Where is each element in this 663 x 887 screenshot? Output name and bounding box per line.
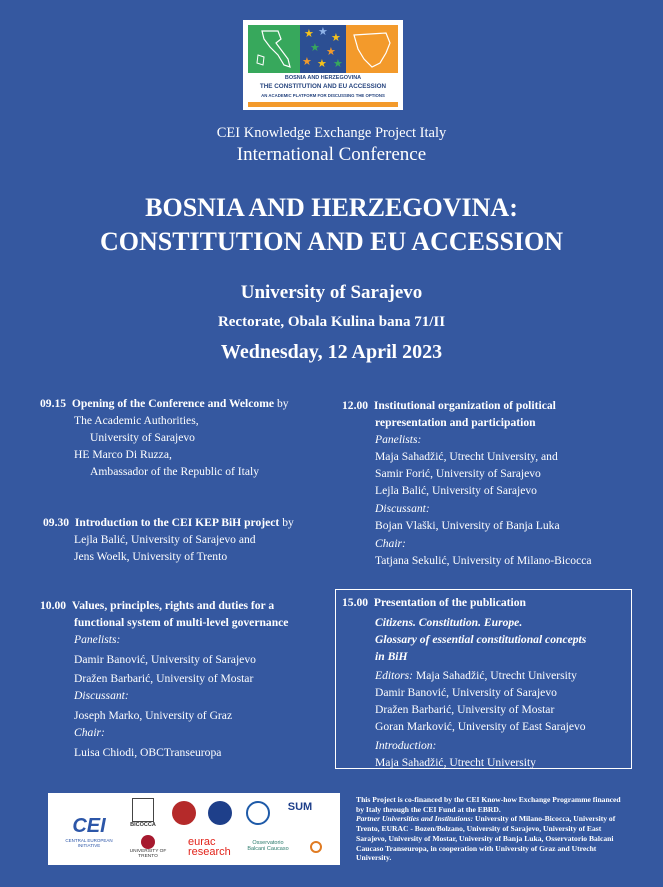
speaker-line: Dražen Barbarić, University of Mostar [74,672,254,685]
italy-map-panel [248,25,300,73]
funding-statement: This Project is co-financed by the CEI Know-how Exchange Programme financed by Italy through the CEI Fund at the EBRD. [356,795,621,814]
speaker-line: Maja Sahadžić, Utrecht University, and [375,450,558,463]
chair-label: Chair: [74,726,105,739]
publication-title: in BiH [375,650,408,663]
project-name: CEI Knowledge Exchange Project Italy [216,125,447,141]
star-icon: ★ [331,32,341,44]
session-title: Institutional organization of political [373,399,556,412]
speaker-line: HE Marco Di Ruzza, [74,448,172,461]
speaker-line: Damir Banović, University of Sarajevo [375,686,557,699]
session-title: Introduction to the CEI KEP BiH project [74,516,280,529]
editors-label: Editors: [375,669,414,682]
speaker-line: Dražen Barbarić, University of Mostar [375,703,555,716]
session-title: Presentation of the publication [373,596,527,609]
bicocca-logo: BICOCCA [128,798,158,828]
introduction-label: Introduction: [375,739,437,752]
session-time: 09.30 [43,516,70,529]
obc-logo: Osservatorio Balcani Caucaso [247,840,289,852]
title-line-1: BOSNIA AND HERZEGOVINA: [145,193,518,222]
speaker-line: Maja Sahadžić, Utrecht University [415,669,577,682]
speaker-line: Maja Sahadžić, Utrecht University [375,756,536,769]
panelists-label: Panelists: [74,633,121,646]
italy-map-icon [248,25,300,73]
speaker-line: University of Sarajevo [90,431,195,444]
session-1500-box [335,589,632,769]
session-1200 [342,397,642,569]
star-icon: ★ [317,58,327,70]
star-icon: ★ [326,46,336,58]
chair-label: Chair: [375,537,406,550]
logo-accent-bar [248,102,398,107]
logo-line-2: THE CONSTITUTION AND EU ACCESSION [259,83,387,90]
speaker-line: The Academic Authorities, [74,414,199,427]
speaker-line: Joseph Marko, University of Graz [74,709,233,722]
eurac-logo: eurac research [188,836,231,858]
seal-icon [246,801,270,825]
star-icon: ★ [302,56,312,68]
seal-icon [141,835,155,849]
session-title: Opening of the Conference and Welcome [71,397,275,410]
sarajevo-logo [170,801,198,825]
session-time: 15.00 [342,596,369,609]
address: Rectorate, Obala Kulina bana 71/II [217,314,446,330]
panelists-label: Panelists: [375,433,422,446]
by-label: by [282,516,294,529]
bih-map-panel [346,25,398,73]
stars-panel [300,25,346,73]
speaker-line: Lejla Balić, University of Sarajevo [375,484,537,497]
publication-title: Glossary of essential constitutional concepts [375,633,587,646]
event-type: International Conference [236,144,427,165]
speaker-line: Luisa Chiodi, OBCTranseuropa [74,746,222,759]
star-icon: ★ [310,42,320,54]
partners-list: University of Milano-Bicocca, University of Trento, EURAC - Bozen/Bolzano, University of Sarajevo, University of East Sarajevo, University of Mostar, University of Banja Luka, Osservatorio Balcani Caucaso Transeuropa, in cooperation with University of Graz and Utrecht University. [356,814,616,863]
session-1000 [40,597,335,761]
sum-logo: SUM [287,801,313,813]
title-line-2: CONSTITUTION AND EU ACCESSION [99,227,564,256]
discussant-label: Discussant: [74,689,129,702]
speaker-line: Ambassador of the Republic of Italy [90,465,260,478]
session-title: representation and participation [375,416,536,429]
star-icon: ★ [318,26,328,38]
trento-logo: UNIVERSITY OF TRENTO [128,835,168,859]
circle-icon [310,841,322,853]
speaker-line: Jens Woelk, University of Trento [74,550,228,563]
date: Wednesday, 12 April 2023 [220,341,443,363]
session-0915 [40,395,330,480]
session-title: functional system of multi-level governance [74,616,289,629]
star-icon: ★ [304,28,314,40]
speaker-line: Bojan Vlaški, University of Banja Luka [375,519,560,532]
seal-icon [172,801,196,825]
discussant-label: Discussant: [375,502,430,515]
logo-line-3: AN ACADEMIC PLATFORM FOR DISCUSSING THE OPTIONS [261,93,385,98]
session-time: 10.00 [40,599,67,612]
partner-logos [48,793,340,865]
bicocca-emblem-icon [132,798,154,822]
session-0930 [43,514,333,565]
session-title: Values, principles, rights and duties for a [71,599,275,612]
star-icon: ★ [333,58,343,70]
cei-logo: CEI CENTRAL EUROPEAN INITIATIVE [65,815,113,848]
venue: University of Sarajevo [240,282,423,303]
partners-label: Partner Universities and Institutions: [356,814,474,824]
seal-icon [208,801,232,825]
logo-line-1: BOSNIA AND HERZEGOVINA [284,75,362,81]
publication-title: Citizens. Constitution. Europe. [375,616,523,629]
bih-map-icon [346,25,398,73]
banja-luka-logo [244,801,272,825]
speaker-line: Goran Marković, University of East Sarajevo [375,720,586,733]
speaker-line: Lejla Balić, University of Sarajevo and [74,533,256,546]
partner-logo [296,841,336,853]
conference-logo [243,20,403,110]
funding-note [356,795,626,863]
session-time: 12.00 [342,399,369,412]
speaker-line: Damir Banović, University of Sarajevo [74,653,256,666]
speaker-line: Tatjana Sekulić, University of Milano-Bicocca [375,554,592,567]
by-label: by [276,397,289,410]
speaker-line: Samir Forić, University of Sarajevo [375,467,541,480]
session-time: 09.15 [40,397,67,410]
east-sarajevo-logo [206,801,234,825]
